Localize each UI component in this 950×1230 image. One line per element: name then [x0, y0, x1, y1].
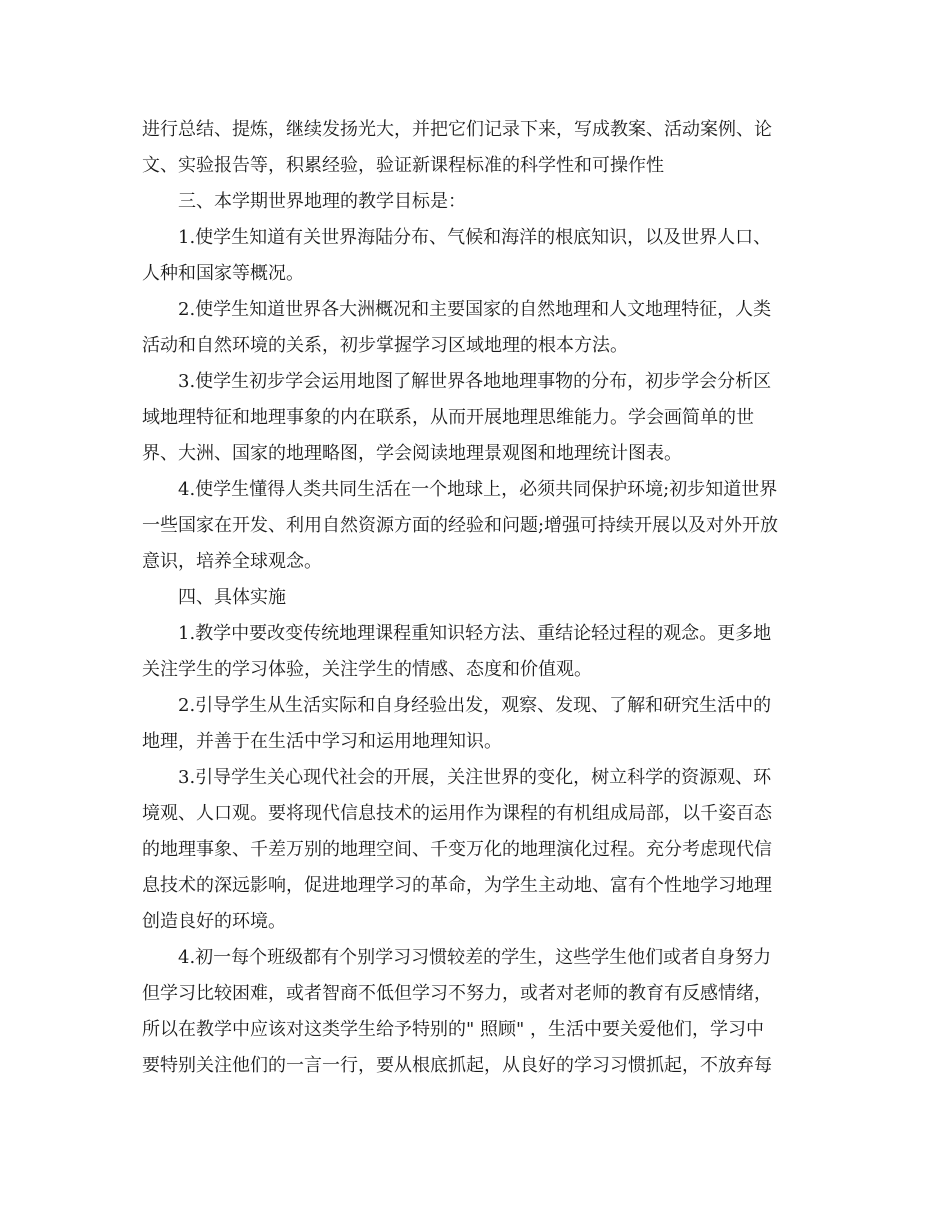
text-line: 关注学生的学习体验，关注学生的情感、态度和价值观。	[142, 659, 592, 680]
text-line: 息技术的深远影响，促进地理学习的革命，为学生主动地、富有个性地学习地理	[142, 875, 772, 896]
text-line: 进行总结、提炼，继续发扬光大，并把它们记录下来，写成教案、活动案例、论	[142, 119, 772, 140]
text-line: 人种和国家等概况。	[142, 263, 304, 284]
text-line: 4.初一每个班级都有个别学习习惯较差的学生，这些学生他们或者自身努力	[178, 947, 772, 968]
text-line: 1.使学生知道有关世界海陆分布、气候和海洋的根底知识，以及世界人口、	[178, 227, 772, 248]
text-line: 活动和自然环境的关系，初步掌握学习区域地理的根本方法。	[142, 335, 628, 356]
text-line: 要特别关注他们的一言一行，要从根底抓起，从良好的学习习惯抓起，不放弃每	[142, 1055, 772, 1076]
text-line: 2.使学生知道世界各大洲概况和主要国家的自然地理和人文地理特征，人类	[178, 299, 772, 320]
text-line: 一些国家在开发、利用自然资源方面的经验和问题;增强可持续开展以及对外开放	[142, 515, 779, 536]
text-line: 4.使学生懂得人类共同生活在一个地球上，必须共同保护环境;初步知道世界	[178, 479, 778, 500]
text-line: 创造良好的环境。	[142, 911, 286, 932]
text-line: 1.教学中要改变传统地理课程重知识轻方法、重结论轻过程的观念。更多地	[178, 623, 772, 644]
text-line: 域地理特征和地理事象的内在联系，从而开展地理思维能力。学会画简单的世	[142, 407, 754, 428]
text-line: 境观、人口观。要将现代信息技术的运用作为课程的有机组成局部，以千姿百态	[142, 803, 772, 824]
text-line: 所以在教学中应该对这类学生给予特别的" 照顾" ，生活中要关爱他们，学习中	[142, 1019, 764, 1040]
text-line: 地理，并善于在生活中学习和运用地理知识。	[142, 731, 502, 752]
section-heading: 四、具体实施	[178, 587, 286, 608]
section-heading: 三、本学期世界地理的教学目标是：	[178, 191, 466, 212]
text-line: 但学习比较困难，或者智商不低但学习不努力，或者对老师的教育有反感情绪，	[142, 983, 772, 1004]
text-line: 文、实验报告等，积累经验，验证新课程标准的科学性和可操作性	[142, 155, 664, 176]
text-line: 界、大洲、国家的地理略图，学会阅读地理景观图和地理统计图表。	[142, 443, 682, 464]
text-line: 意识，培养全球观念。	[142, 551, 322, 572]
text-line: 3.引导学生关心现代社会的开展，关注世界的变化，树立科学的资源观、环	[178, 767, 772, 788]
text-line: 2.引导学生从生活实际和自身经验出发，观察、发现、了解和研究生活中的	[178, 695, 772, 716]
text-line: 的地理事象、千差万别的地理空间、千变万化的地理演化过程。充分考虑现代信	[142, 839, 772, 860]
text-line: 3.使学生初步学会运用地图了解世界各地地理事物的分布，初步学会分析区	[178, 371, 772, 392]
